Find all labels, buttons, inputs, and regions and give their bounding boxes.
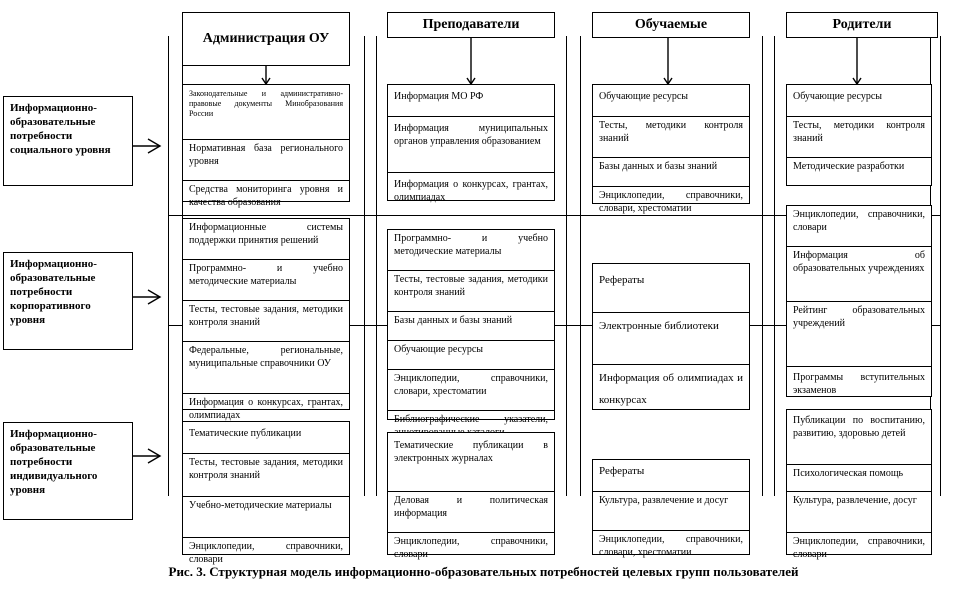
students-corporate-box [592,263,750,410]
header-students-label: Обучаемые [634,17,708,32]
list-item: Информация МО РФ [388,85,554,117]
list-item: Энциклопедии, справочники, словари [189,541,343,565]
header-administration [182,12,350,66]
list-item: Базы данных и базы знаний [593,158,749,187]
students-social-box [592,84,750,214]
list-item: Тесты, тестовые задания, методики контроля знаний [183,454,349,497]
list-item: Средства мониторинга уровня и качества образования [189,184,343,208]
list-item: Тесты, тестовые задания, методики контроля знаний [183,301,349,342]
header-teachers [387,12,555,38]
level-box-individual [3,422,133,520]
list-item: Информация о конкурсах, грантах, олимпиадах [394,179,548,203]
level-box-corporate [3,252,133,350]
teachers-corporate-box [387,229,555,425]
level-label-corporate: Информационно-образовательные потребности корпоративного уровня [10,258,97,326]
header-parents-label: Родители [832,17,892,32]
list-item: Энциклопедии, справочники, словари, хрестоматии [599,190,743,214]
list-item: Публикации по воспитанию, развитию, здоровью детей [787,410,931,465]
list-item: Обучающие ресурсы [593,85,749,117]
list-item: Информация о конкурсах, грантах, олимпиадах [189,397,343,421]
list-item: Тематические публикации [183,422,349,454]
list-item: Тесты, методики контроля знаний [593,117,749,158]
list-item: Учебно-методические материалы [183,497,349,538]
list-item: Программно- и учебно методические материалы [388,230,554,271]
list-item: Информационные системы поддержки принятия решений [183,219,349,260]
list-item: Информация об образовательных учреждениях [787,247,931,302]
list-item: Рефераты [593,460,749,492]
students-individual-box [592,459,750,558]
admin-individual-box [182,421,350,565]
header-administration-label: Администрация ОУ [202,31,330,46]
level-label-individual: Информационно-образовательные потребности индивидуального уровня [10,428,98,496]
list-item: Культура, развлечение и досуг [593,492,749,531]
list-item: Программы вступительных экзаменов [793,372,925,396]
list-item: Рефераты [593,264,749,313]
parents-individual-box [786,409,932,560]
list-item: Рейтинг образовательных учреждений [787,302,931,367]
teachers-social-box [387,84,555,201]
list-item: Тесты, тестовые задания, методики контроля знаний [388,271,554,312]
list-item: Энциклопедии, справочники, словари [793,536,925,560]
list-item: Психологическая помощь [787,465,931,492]
list-item: Информация муниципальных органов управления образованием [388,117,554,173]
list-item: Культура, развлечение, досуг [787,492,931,533]
list-item: Федеральные, региональные, муниципальные справочники ОУ [183,342,349,394]
list-item: Информация об олимпиадах и конкурсах [599,372,743,406]
list-item: Обучающие ресурсы [388,341,554,370]
list-item: Библиографические указатели, [394,414,548,425]
admin-corporate-box [182,218,350,421]
list-item: Тесты, методики контроля знаний [787,117,931,158]
list-item: Методические разработки [793,161,905,172]
list-item: Базы данных и базы знаний [388,312,554,341]
level-box-social [3,96,133,186]
header-parents [786,12,938,38]
parents-corporate-box [786,205,932,397]
list-item: Нормативная база регионального уровня [183,140,349,181]
list-item: Тематические публикации в электронных журналах [388,433,554,492]
list-item: Энциклопедии, справочники, словари [394,536,548,560]
teachers-individual-box [387,432,555,560]
header-teachers-label: Преподаватели [422,17,520,32]
list-item: Энциклопедии, справочники, словари, хрестоматии [388,370,554,411]
figure-caption: Рис. 3. Структурная модель информационно-образовательных потребностей целевых групп пользователей [168,564,799,579]
parents-social-box [786,84,932,186]
level-label-social: Информационно-образовательные потребности социального уровня [10,102,111,156]
list-item: Энциклопедии, справочники, словари, хрестоматии [599,534,743,558]
list-item: Законодательные и административно-правовые документы Минобразования России [183,85,349,140]
header-students [592,12,750,38]
list-item: Программно- и учебно методические материалы [183,260,349,301]
list-item: Деловая и политическая информация [388,492,554,533]
list-item: Электронные библиотеки [593,313,749,365]
list-item: Обучающие ресурсы [787,85,931,117]
admin-social-box [182,84,350,208]
list-item: Энциклопедии, справочники, словари [787,206,931,247]
